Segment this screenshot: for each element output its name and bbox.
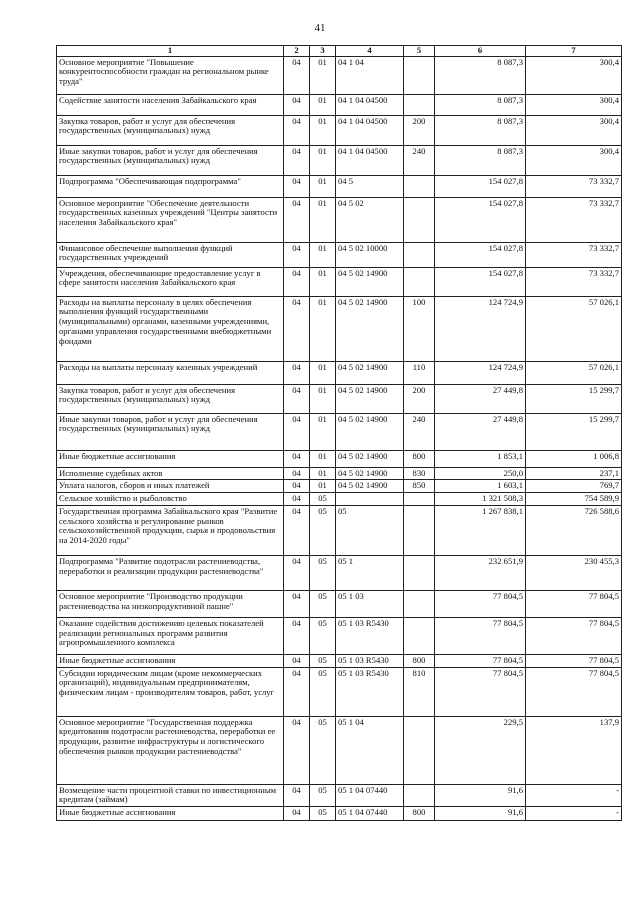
row-expense-type: 240 [404,413,435,450]
row-expense-type: 850 [404,480,435,493]
row-target-article: 04 5 [336,175,404,197]
row-target-article: 04 5 02 10000 [336,242,404,267]
row-section: 04 [284,361,310,384]
row-section: 04 [284,784,310,806]
row-target-article: 05 1 04 07440 [336,784,404,806]
row-expense-type: 810 [404,667,435,716]
row-target-article: 04 5 02 14900 [336,267,404,296]
row-target-article: 05 1 03 R5430 [336,617,404,654]
row-subsection: 01 [310,267,336,296]
table-row [57,555,622,590]
row-expense-type: 100 [404,296,435,361]
row-target-article: 04 1 04 [336,56,404,94]
row-amount-executed: 754 589,9 [526,493,622,506]
table-row [57,175,622,197]
row-name: Иные бюджетные ассигнования [57,450,284,467]
row-target-article: 04 5 02 14900 [336,480,404,493]
row-subsection: 01 [310,480,336,493]
table-row [57,617,622,654]
row-expense-type [404,175,435,197]
row-amount-planned: 154 027,8 [435,197,526,242]
row-target-article: 04 1 04 04500 [336,115,404,145]
row-section: 04 [284,296,310,361]
col-header-amount-planned: 6 [435,46,526,57]
row-target-article: 04 5 02 14900 [336,361,404,384]
row-target-article: 05 1 03 [336,590,404,617]
row-target-article: 04 5 02 14900 [336,467,404,480]
row-expense-type: 240 [404,145,435,175]
row-section: 04 [284,467,310,480]
row-subsection: 01 [310,361,336,384]
row-amount-planned: 232 651,9 [435,555,526,590]
col-header-expense-type: 5 [404,46,435,57]
row-name: Подпрограмма "Обеспечивающая подпрограмма" [57,175,284,197]
row-amount-executed: 237,1 [526,467,622,480]
col-header-amount-executed: 7 [526,46,622,57]
row-amount-planned: 1 603,1 [435,480,526,493]
row-amount-planned: 8 087,3 [435,115,526,145]
row-expense-type [404,94,435,115]
row-expense-type [404,242,435,267]
row-section: 04 [284,480,310,493]
row-amount-executed: 73 332,7 [526,242,622,267]
row-section: 04 [284,617,310,654]
row-amount-planned: 154 027,8 [435,267,526,296]
row-name: Финансовое обеспечение выполнения функций государственных учреждений [57,242,284,267]
row-name: Закупка товаров, работ и услуг для обеспечения государственных (муниципальных) нужд [57,115,284,145]
row-target-article: 05 1 03 R5430 [336,654,404,667]
row-subsection: 01 [310,115,336,145]
row-target-article: 05 1 [336,555,404,590]
row-expense-type: 800 [404,806,435,820]
row-name: Иные бюджетные ассигнования [57,806,284,820]
row-section: 04 [284,806,310,820]
table-row [57,467,622,480]
row-amount-executed: 73 332,7 [526,197,622,242]
row-expense-type [404,493,435,506]
row-amount-planned: 124 724,9 [435,296,526,361]
table-row [57,94,622,115]
table-row [57,667,622,716]
row-expense-type [404,555,435,590]
row-subsection: 05 [310,654,336,667]
row-expense-type: 200 [404,384,435,413]
col-header-target-article: 4 [336,46,404,57]
row-amount-planned: 154 027,8 [435,242,526,267]
table-row [57,716,622,784]
row-section: 04 [284,493,310,506]
row-section: 04 [284,242,310,267]
row-target-article: 04 5 02 14900 [336,413,404,450]
row-amount-executed: 57 026,1 [526,296,622,361]
row-subsection: 01 [310,145,336,175]
row-expense-type: 830 [404,467,435,480]
row-expense-type [404,267,435,296]
row-name: Содействие занятости населения Забайкальского края [57,94,284,115]
row-target-article: 04 5 02 14900 [336,296,404,361]
row-subsection: 01 [310,175,336,197]
row-subsection: 05 [310,590,336,617]
row-target-article: 05 1 03 R5430 [336,667,404,716]
row-expense-type: 200 [404,115,435,145]
col-header-name: 1 [57,46,284,57]
row-amount-planned: 27 449,8 [435,413,526,450]
row-amount-executed: 230 455,3 [526,555,622,590]
row-name: Расходы на выплаты персоналу в целях обеспечения выполнения функций государственными (муниципальными) органами, казенными учреждениями, органами управления государственными внебюджетными фондами [57,296,284,361]
row-expense-type: 800 [404,450,435,467]
row-target-article: 04 5 02 14900 [336,450,404,467]
row-amount-planned: 229,5 [435,716,526,784]
row-name: Сельское хозяйство и рыболовство [57,493,284,506]
table-row [57,361,622,384]
table-row [57,493,622,506]
row-name: Исполнение судебных актов [57,467,284,480]
row-amount-executed: 300,4 [526,145,622,175]
row-amount-planned: 1 267 838,1 [435,505,526,555]
row-amount-executed: 300,4 [526,115,622,145]
row-amount-executed: - [526,784,622,806]
row-name: Расходы на выплаты персоналу казенных учреждений [57,361,284,384]
row-section: 04 [284,115,310,145]
table-row [57,784,622,806]
row-amount-executed: 77 804,5 [526,654,622,667]
row-name: Субсидии юридическим лицам (кроме некоммерческих организаций), индивидуальным предпринимателям, физическим лицам - производителям товаров, работ, услуг [57,667,284,716]
row-section: 04 [284,145,310,175]
row-section: 04 [284,555,310,590]
row-expense-type [404,716,435,784]
row-section: 04 [284,590,310,617]
row-section: 04 [284,716,310,784]
row-amount-executed: 300,4 [526,94,622,115]
row-subsection: 01 [310,413,336,450]
row-amount-planned: 1 321 508,3 [435,493,526,506]
table-row [57,384,622,413]
row-section: 04 [284,267,310,296]
row-name: Уплата налогов, сборов и иных платежей [57,480,284,493]
table-row [57,197,622,242]
row-section: 04 [284,197,310,242]
row-target-article [336,493,404,506]
row-subsection: 01 [310,94,336,115]
row-amount-executed: 1 006,8 [526,450,622,467]
row-subsection: 01 [310,197,336,242]
row-name: Иные бюджетные ассигнования [57,654,284,667]
col-header-section: 2 [284,46,310,57]
table-row [57,480,622,493]
row-subsection: 05 [310,667,336,716]
row-expense-type: 110 [404,361,435,384]
row-section: 04 [284,450,310,467]
row-amount-executed: 726 588,6 [526,505,622,555]
row-amount-executed: 15 299,7 [526,384,622,413]
row-expense-type [404,590,435,617]
row-amount-planned: 77 804,5 [435,654,526,667]
table-row [57,450,622,467]
row-amount-planned: 124 724,9 [435,361,526,384]
row-amount-planned: 27 449,8 [435,384,526,413]
row-amount-executed: - [526,806,622,820]
row-subsection: 01 [310,242,336,267]
row-name: Оказание содействия достижению целевых показателей реализации региональных программ развития агропромышленного комплекса [57,617,284,654]
row-section: 04 [284,94,310,115]
row-subsection: 05 [310,806,336,820]
row-amount-planned: 8 087,3 [435,56,526,94]
row-name: Подпрограмма "Развитие подотрасли растениеводства, переработки и реализации продукции растениеводства" [57,555,284,590]
row-target-article: 04 5 02 14900 [336,384,404,413]
table-row [57,242,622,267]
row-section: 04 [284,56,310,94]
row-amount-planned: 77 804,5 [435,667,526,716]
table-row [57,505,622,555]
row-amount-executed: 57 026,1 [526,361,622,384]
row-amount-executed: 77 804,5 [526,590,622,617]
row-subsection: 05 [310,716,336,784]
row-name: Учреждения, обеспечивающие предоставление услуг в сфере занятости населения Забайкальского края [57,267,284,296]
row-name: Основное мероприятие "Обеспечение деятельности государственных казенных учреждений "Центры занятости населения Забайкальского края" [57,197,284,242]
row-expense-type [404,197,435,242]
row-target-article: 05 1 04 [336,716,404,784]
row-target-article: 04 1 04 04500 [336,94,404,115]
page-number: 41 [314,22,326,34]
row-expense-type [404,56,435,94]
table-row [57,654,622,667]
row-section: 04 [284,667,310,716]
col-header-subsection: 3 [310,46,336,57]
table-row [57,806,622,820]
row-amount-executed: 15 299,7 [526,413,622,450]
row-subsection: 01 [310,56,336,94]
row-subsection: 01 [310,450,336,467]
row-subsection: 05 [310,617,336,654]
row-subsection: 05 [310,505,336,555]
row-target-article: 05 [336,505,404,555]
row-target-article: 04 1 04 04500 [336,145,404,175]
row-subsection: 01 [310,467,336,480]
header-row [57,46,622,57]
row-expense-type [404,784,435,806]
row-target-article: 05 1 04 07440 [336,806,404,820]
table-row [57,115,622,145]
row-amount-executed: 769,7 [526,480,622,493]
table-row [57,56,622,94]
row-section: 04 [284,384,310,413]
row-amount-executed: 77 804,5 [526,617,622,654]
row-section: 04 [284,505,310,555]
row-amount-planned: 8 087,3 [435,145,526,175]
table-row [57,590,622,617]
budget-table [56,45,622,821]
row-section: 04 [284,654,310,667]
table-row [57,145,622,175]
row-name: Основное мероприятие "Повышение конкурентоспособности граждан на региональном рынке труда" [57,56,284,94]
row-section: 04 [284,413,310,450]
row-amount-executed: 73 332,7 [526,175,622,197]
table-row [57,296,622,361]
row-amount-planned: 1 853,1 [435,450,526,467]
row-name: Основное мероприятие "Производство продукции растениеводства на низкопродуктивной пашне" [57,590,284,617]
row-name: Основное мероприятие "Государственная поддержка кредитования подотрасли растениеводства, переработки ее продукции, развитие инфраструктуры и логистического обеспечения рынков продукции растениеводства" [57,716,284,784]
row-amount-executed: 77 804,5 [526,667,622,716]
row-subsection: 01 [310,384,336,413]
row-subsection: 05 [310,555,336,590]
row-subsection: 05 [310,493,336,506]
row-subsection: 01 [310,296,336,361]
row-section: 04 [284,175,310,197]
table-row [57,413,622,450]
row-amount-planned: 250,0 [435,467,526,480]
row-amount-executed: 137,9 [526,716,622,784]
row-amount-planned: 8 087,3 [435,94,526,115]
row-name: Иные закупки товаров, работ и услуг для обеспечения государственных (муниципальных) нужд [57,145,284,175]
row-amount-planned: 77 804,5 [435,590,526,617]
row-name: Закупка товаров, работ и услуг для обеспечения государственных (муниципальных) нужд [57,384,284,413]
row-amount-executed: 300,4 [526,56,622,94]
row-amount-executed: 73 332,7 [526,267,622,296]
row-subsection: 05 [310,784,336,806]
row-name: Иные закупки товаров, работ и услуг для обеспечения государственных (муниципальных) нужд [57,413,284,450]
row-target-article: 04 5 02 [336,197,404,242]
row-name: Возмещение части процентной ставки по инвестиционным кредитам (займам) [57,784,284,806]
row-expense-type: 800 [404,654,435,667]
row-amount-planned: 91,6 [435,806,526,820]
row-expense-type [404,505,435,555]
row-amount-planned: 91,6 [435,784,526,806]
row-amount-planned: 77 804,5 [435,617,526,654]
table-row [57,267,622,296]
row-expense-type [404,617,435,654]
row-name: Государственная программа Забайкальского края "Развитие сельского хозяйства и регулирование рынков сельскохозяйственной продукции, сырья и продовольствия на 2014-2020 годы" [57,505,284,555]
row-amount-planned: 154 027,8 [435,175,526,197]
